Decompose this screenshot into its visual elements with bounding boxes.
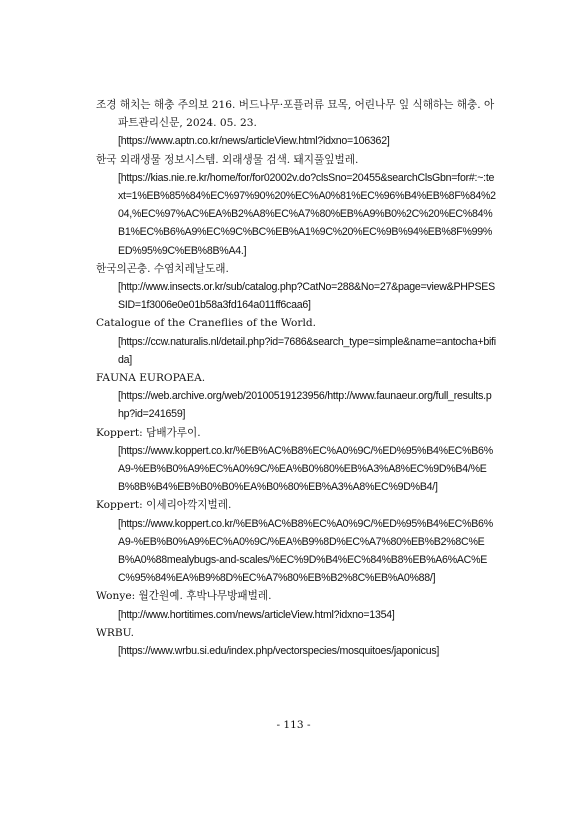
reference-title: Koppert: 담배가루이. [96, 426, 201, 439]
reference-item [96, 314, 496, 369]
reference-list [96, 96, 496, 660]
reference-title: FAUNA EUROPAEA. [96, 372, 206, 385]
reference-url[interactable]: [https://www.wrbu.si.edu/index.php/vectorspecies/mosquitoes/japonicus] [118, 645, 440, 658]
reference-title: 한국의곤충. 수염치레날도래. [96, 262, 229, 275]
reference-title: WRBU. [96, 626, 134, 639]
reference-title: 한국 외래생물 정보시스템. 외래생물 검색. 돼지풀잎벌레. [96, 153, 359, 166]
reference-title: Wonye: 월간원예. 후박나무방패벌레. [96, 590, 272, 603]
reference-url[interactable]: [http://www.hortitimes.com/news/articleView.html?idxno=1354] [118, 608, 395, 621]
reference-item [96, 424, 496, 497]
reference-item [96, 96, 496, 151]
reference-title: Catalogue of the Craneflies of the World. [96, 317, 317, 330]
reference-url[interactable]: [http://www.insects.or.kr/sub/catalog.php?CatNo=288&No=27&page=view&PHPSESSID=1f3006e0e01b58a3fd164a011ff6caa6] [118, 281, 495, 312]
reference-item [96, 260, 496, 315]
reference-title: 조경 해치는 해충 주의보 216. 버드나무·포플러류 묘목, 어린나무 잎 식해하는 해충. 아파트관리신문, 2024. 05. 23. [96, 99, 495, 130]
reference-url[interactable]: [https://www.koppert.co.kr/%EB%AC%B8%EC%A0%9C/%ED%95%B4%EC%B6%A9-%EB%B0%A9%EC%A0%9C/%EA%B0%80%EB%A3%A8%EC%9D%B4/%EB%8B%B4%EB%B0%B0%EA%B0%80%EB%A3%A8%EC%9D%B4/] [118, 444, 493, 494]
page-number: - 113 - [276, 719, 311, 731]
reference-url[interactable]: [https://web.archive.org/web/20100519123956/http://www.faunaeur.org/full_results.php?id=241659] [118, 390, 492, 421]
reference-url[interactable]: [https://ccw.naturalis.nl/detail.php?id=7686&search_type=simple&name=antocha+bifida] [118, 335, 496, 366]
reference-title: Koppert: 이세리아깍지벌레. [96, 499, 232, 512]
reference-url[interactable]: [https://kias.nie.re.kr/home/for/for02002v.do?clsSno=20455&searchClsGbn=for#:~:text=1%EB%85%84%EC%97%90%20%EC%A0%81%EC%96%B4%EB%8F%84%204,%EC%97%AC%EA%B2%A8%EC%A7%80%EB%A9%B0%2C%20%EC%84%B1%EC%B6%A9%EC%9C%BC%EB%A1%9C%20%EC%9B%94%EB%8F%99%ED%95%9C%EB%8B%A4.] [118, 171, 496, 257]
reference-item [96, 587, 496, 623]
reference-item [96, 624, 496, 660]
reference-url[interactable]: [https://www.koppert.co.kr/%EB%AC%B8%EC%A0%9C/%ED%95%B4%EC%B6%A9-%EB%B0%A9%EC%A0%9C/%EA%B9%8D%EC%A7%80%EB%B2%8C%EB%A0%88mealybugs-and-scales/%EC%9D%B4%EC%84%B8%EB%A6%AC%EC%95%84%EA%B9%8D%EC%A7%80%EB%B2%8C%EB%A0%88/] [118, 517, 493, 585]
reference-item [96, 151, 496, 260]
reference-url[interactable]: [https://www.aptn.co.kr/news/articleView.html?idxno=106362] [118, 135, 390, 148]
reference-item [96, 369, 496, 424]
reference-item [96, 496, 496, 587]
